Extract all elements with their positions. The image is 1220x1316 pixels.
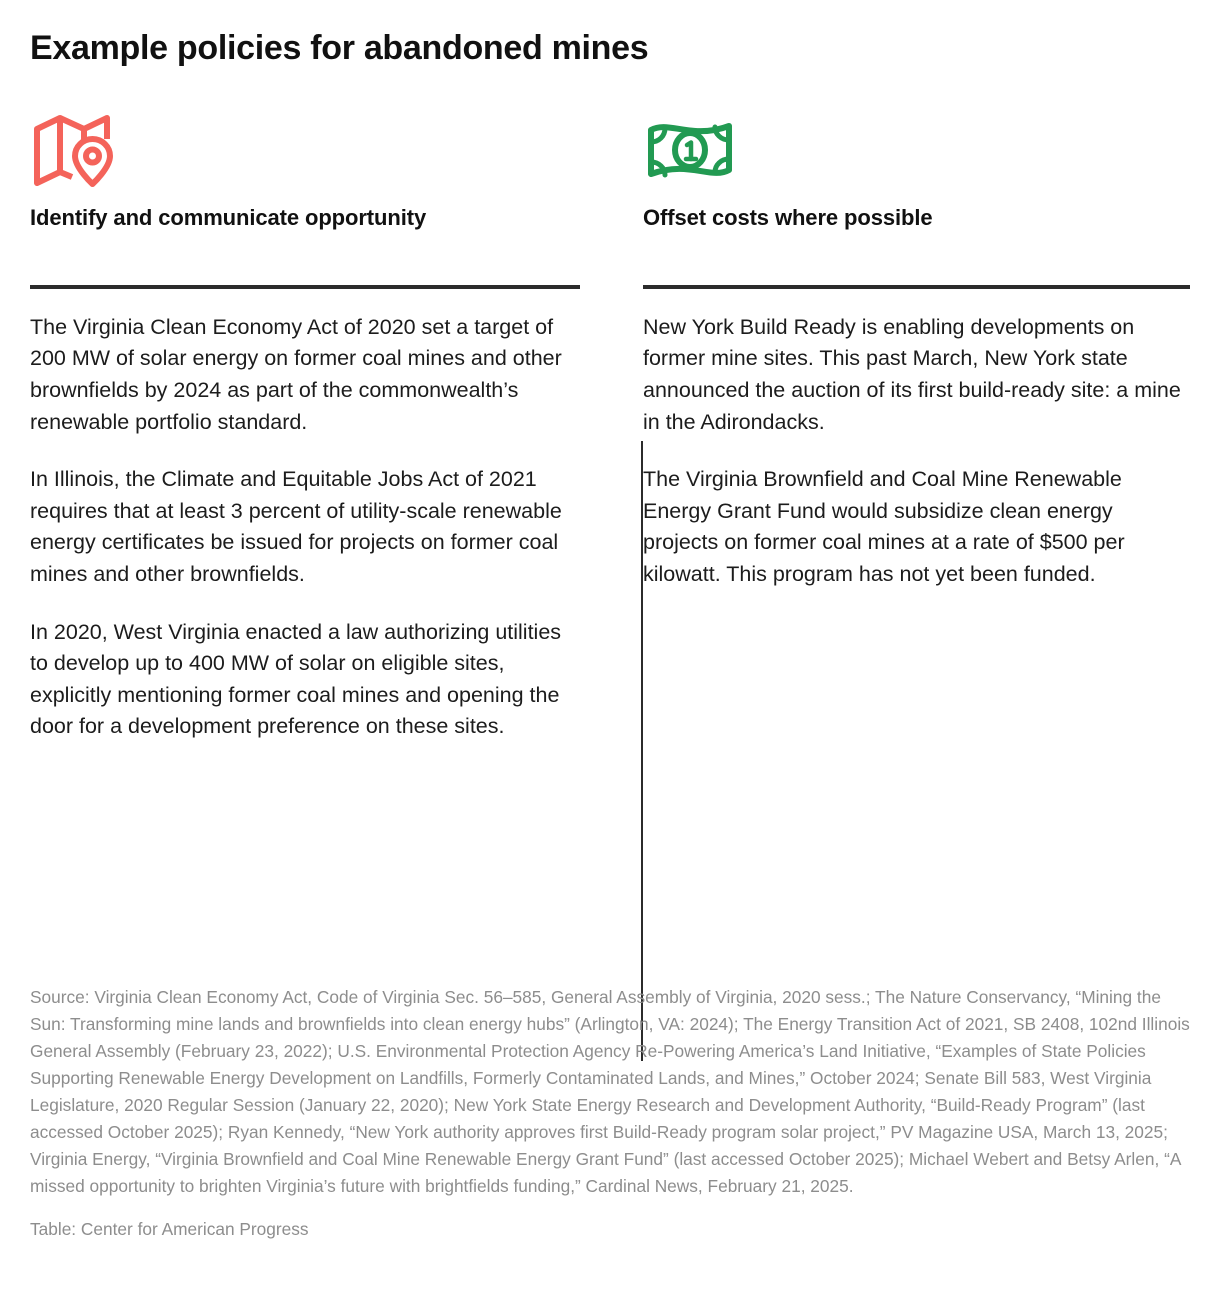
column-identify-and-communicate <box>30 112 610 743</box>
paragraph-list <box>643 289 1190 591</box>
paragraph: New York Build Ready is enabling developments on former mine sites. This past March, New York state announced the auction of its first build-ready site: a mine in the Adirondacks. <box>643 314 1181 434</box>
paragraph: The Virginia Clean Economy Act of 2020 set a target of 200 MW of solar energy on former coal mines and other brownfields by 2024 as part of the commonwealth’s renewable portfolio standard. <box>30 314 562 434</box>
table-credit: Table: Center for American Progress <box>30 1218 309 1239</box>
paragraph: In 2020, West Virginia enacted a law authorizing utilities to develop up to 400 MW of solar on eligible sites, explicitly mentioning former coal mines and opening the door for a development preference on these sites. <box>30 619 562 739</box>
page-title: Example policies for abandoned mines <box>30 29 649 67</box>
map-pin-icon <box>30 112 580 190</box>
column-heading: Offset costs where possible <box>643 204 933 230</box>
banknote-icon <box>643 112 1190 190</box>
columns-container <box>30 112 1190 743</box>
paragraph: In Illinois, the Climate and Equitable Jobs Act of 2021 requires that at least 3 percent of utility-scale renewable energy certificates be issued for projects on former coal mines and other brownfields. <box>30 467 562 586</box>
column-heading: Identify and communicate opportunity <box>30 204 427 230</box>
paragraph-list <box>30 289 580 743</box>
column-vertical-divider <box>641 441 643 1061</box>
paragraph: The Virginia Brownfield and Coal Mine Renewable Energy Grant Fund would subsidize clean energy projects on former coal mines at a rate of $500 per kilowatt. This program has not yet been funded. <box>643 467 1125 586</box>
source-citation: Source: Virginia Clean Economy Act, Code of Virginia Sec. 56–585, General Assembly of Virginia, 2020 sess.; The Nature Conservancy, “Mining the Sun: Transforming mine lands and brownfields into clean energy hubs” (Arlington, VA: 2024); The Energy Transition Act of 2021, SB 2408, 102nd Illinois General Assembly (February 23, 2022); U.S. Environmental Protection Agency Re-Powering America’s Land Initiative, “Examples of State Policies Supporting Renewable Energy Development on Landfills, Formerly Contaminated Lands, and Mines,” October 2024; Senate Bill 583, West Virginia Legislature, 2020 Regular Session (January 22, 2020); New York State Energy Research and Development Authority, “Build-Ready Program” (last accessed October 2025); Ryan Kennedy, “New York authority approves first Build-Ready program solar project,” PV Magazine USA, March 13, 2025; Virginia Energy, “Virginia Brownfield and Coal Mine Renewable Energy Grant Fund” (last accessed October 2025); Michael Webert and Betsy Arlen, “A missed opportunity to brighten Virginia’s future with brightfields funding,” Cardinal News, February 21, 2025. <box>30 987 1190 1196</box>
source-block <box>30 984 1190 1243</box>
column-offset-costs <box>610 112 1190 743</box>
